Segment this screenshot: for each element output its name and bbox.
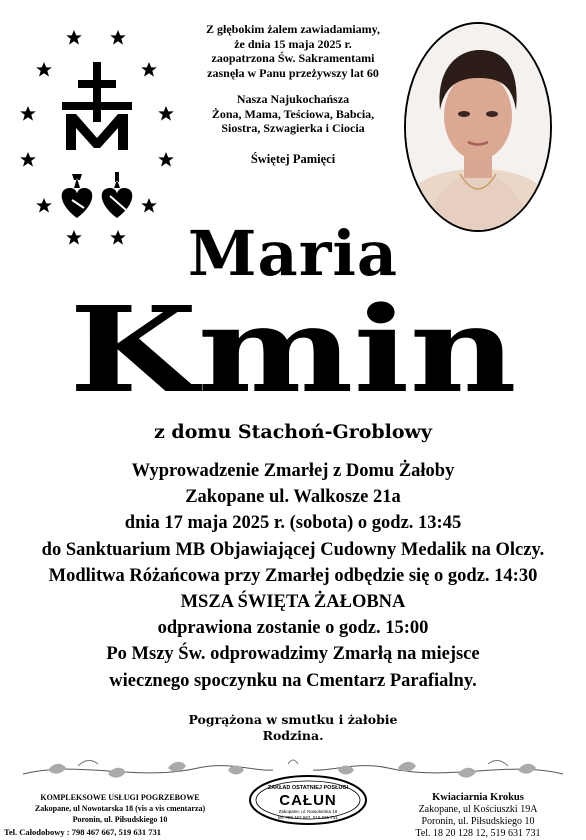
detail-line: Modlitwa Różańcowa przy Zmarłej odbędzie się o godz. 14:30 bbox=[48, 565, 538, 586]
logo-name: CAŁUN bbox=[279, 792, 337, 809]
detail-line: do Sanktuarium MB Objawiającej Cudowny Medalik na Olczy. bbox=[41, 539, 545, 560]
maiden-name: z domu Stachoń-Groblowy bbox=[154, 421, 432, 443]
detail-line: Zakopane ul. Walkosze 21a bbox=[185, 487, 401, 508]
detail-line: Wyprowadzenie Zmarłej z Domu Żałoby bbox=[131, 461, 455, 481]
logo-arc-text: ZAKŁAD OSTATNIEJ POSŁUGI bbox=[267, 785, 349, 791]
detail-line: wiecznego spoczynku na Cmentarz Parafialny. bbox=[109, 670, 477, 691]
calun-logo bbox=[246, 772, 370, 828]
announcement-line: że dnia 15 maja 2025 r. bbox=[234, 36, 352, 51]
florist-name: Kwiaciarnia Krokus bbox=[432, 792, 524, 803]
last-name: Kmin bbox=[69, 280, 517, 419]
announcement-text bbox=[180, 22, 406, 166]
announcement-line: Z głębokim żalem zawiadamiamy, bbox=[206, 22, 380, 36]
funeral-home-title: KOMPLEKSOWE USŁUGI POGRZEBOWE bbox=[40, 793, 200, 802]
logo-tel: tel. 798 467 667, 519 631 731 bbox=[278, 815, 338, 820]
logo-sub: Zakopane, ul. Nowotarska 18 bbox=[278, 809, 338, 814]
florist-address: Zakopane, ul Kościuszki 19A bbox=[418, 804, 538, 815]
funeral-home-address: Zakopane, ul Nowotarska 18 (vis a vis cmentarza) bbox=[34, 804, 206, 813]
funeral-home-phone: Tel. Całodobowy : 798 467 667, 519 631 731 bbox=[4, 827, 161, 837]
mourning-line: Pogrążona w smutku i żałobie bbox=[188, 712, 398, 727]
mourning-signature bbox=[0, 712, 586, 744]
mourning-line: Rodzina. bbox=[262, 728, 324, 743]
family-line: Siostra, Szwagierka i Ciocia bbox=[221, 121, 365, 135]
funeral-details bbox=[0, 458, 586, 694]
florist-info bbox=[374, 792, 582, 840]
detail-line: odprawiona zostanie o godz. 15:00 bbox=[157, 618, 429, 639]
miraculous-medal-icon bbox=[14, 18, 180, 250]
funeral-home-address: Poronin, ul. Piłsudskiego 10 bbox=[72, 815, 168, 824]
portrait-photo bbox=[404, 22, 552, 232]
first-name: Maria bbox=[187, 217, 399, 290]
announcement-line: zasnęła w Panu przeżywszy lat 60 bbox=[207, 65, 379, 80]
detail-line: Po Mszy Św. odprowadzimy Zmarłą na miejsce bbox=[106, 644, 480, 665]
family-line: Nasza Najukochańsza bbox=[236, 92, 350, 106]
funeral-home-info bbox=[0, 792, 240, 838]
announcement-line: zaopatrzona Św. Sakramentami bbox=[211, 51, 375, 65]
family-line: Żona, Mama, Teściowa, Babcia, bbox=[211, 106, 375, 121]
florist-phone: Tel. 18 20 128 12, 519 631 731 bbox=[415, 828, 541, 839]
heart-icon bbox=[62, 172, 133, 218]
florist-address: Poronin, ul. Piłsudskiego 10 bbox=[421, 816, 535, 827]
detail-line: dnia 17 maja 2025 r. (sobota) o godz. 13:45 bbox=[124, 513, 462, 534]
memory-label: Świętej Pamięci bbox=[250, 151, 336, 166]
detail-line: MSZA ŚWIĘTA ŻAŁOBNA bbox=[180, 592, 406, 613]
